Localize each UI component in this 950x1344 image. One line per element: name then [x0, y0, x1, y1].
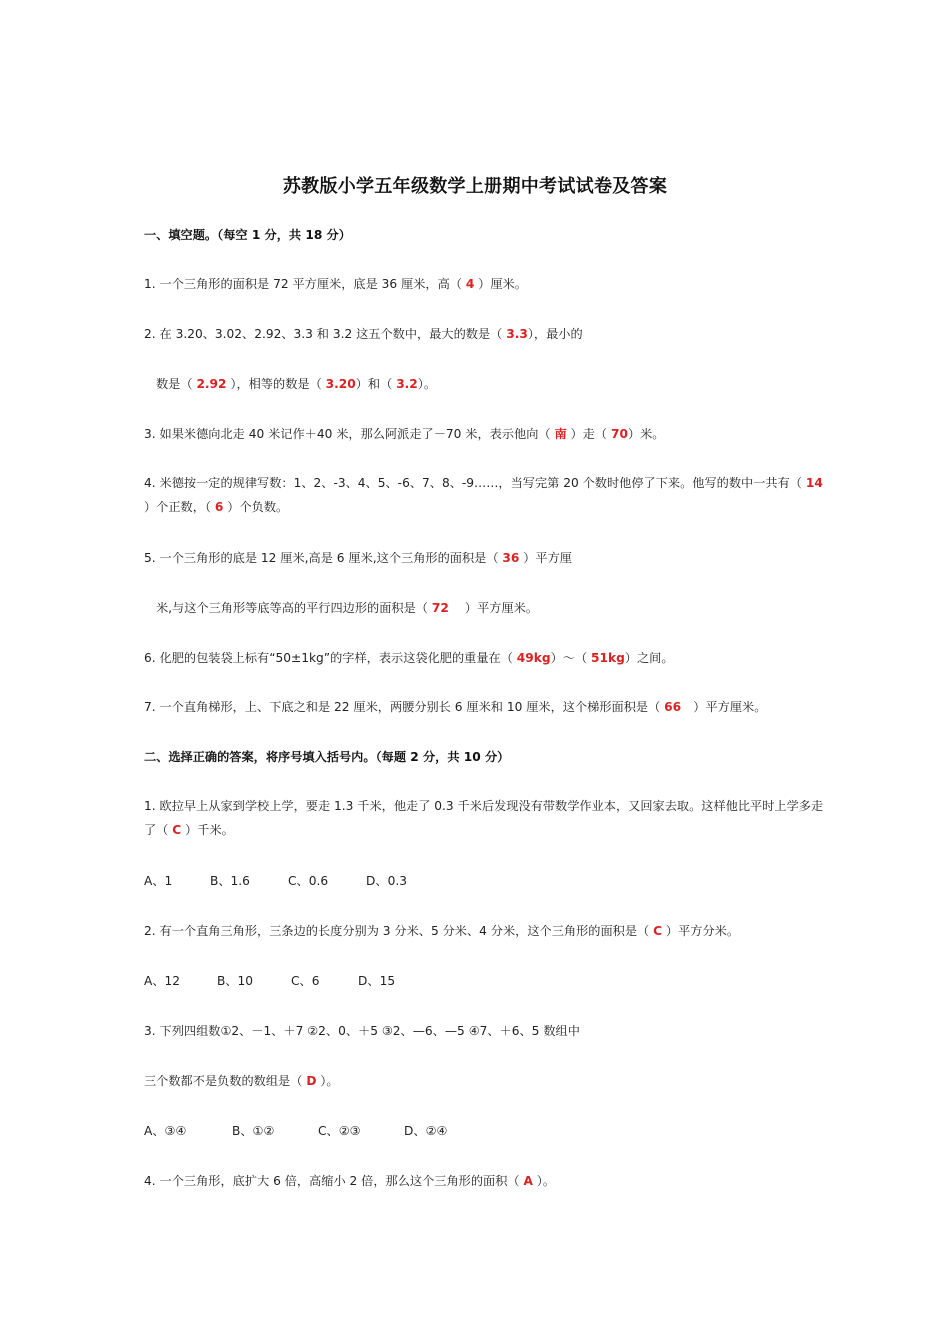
- question-text: 5. 一个三角形的底是 12 厘米,高是 6 厘米,这个三角形的面积是（: [144, 551, 503, 565]
- s2-question-2: [144, 923, 824, 939]
- s1-question-4: [144, 471, 824, 519]
- answer: C: [653, 924, 663, 938]
- question-text: ）个负数。: [223, 500, 289, 514]
- s1-question-1: [144, 276, 824, 292]
- answer: 72: [431, 601, 449, 615]
- s2-question-3-line1: 3. 下列四组数①2、－1、＋7 ②2、0、＋5 ③2、—6、—5 ④7、＋6、5 数组中: [144, 1024, 580, 1038]
- question-text: 3. 如果米德向北走 40 米记作＋40 米，那么阿派走了－70 米，表示他向（: [144, 427, 555, 441]
- question-text: ），相等的数是（: [226, 377, 326, 391]
- option-a: A、1: [144, 874, 173, 888]
- answer: 70: [610, 427, 628, 441]
- answer: 4: [465, 277, 475, 291]
- page-title: 苏教版小学五年级数学上册期中考试试卷及答案: [282, 176, 668, 197]
- answer: 3.3: [506, 327, 528, 341]
- question-text: ）平方分米。: [662, 924, 740, 938]
- question-text: 米,与这个三角形等底等高的平行四边形的面积是（: [156, 601, 432, 615]
- option-d: D、0.3: [366, 874, 407, 888]
- option-d: D、15: [358, 974, 396, 988]
- question-text: 4. 一个三角形，底扩大 6 倍，高缩小 2 倍，那么这个三角形的面积（: [144, 1174, 524, 1188]
- question-text: ），最小的: [527, 327, 583, 341]
- s2-q2-options: [144, 973, 824, 989]
- option-a: A、12: [144, 974, 181, 988]
- question-text: ）之间。: [624, 651, 674, 665]
- question-text: ）千米。: [181, 823, 234, 837]
- s2-question-1: [144, 794, 824, 842]
- answer: 6: [214, 500, 224, 514]
- answer: 3.2: [396, 377, 418, 391]
- answer: 36: [502, 551, 520, 565]
- option-c: C、②③: [318, 1124, 361, 1138]
- question-text: 2. 有一个直角三角形，三条边的长度分别为 3 分米、5 分米、4 分米，这个三角形的面积是（: [144, 924, 654, 938]
- s2-q3-options: [144, 1123, 824, 1139]
- answer: 51kg: [591, 651, 625, 665]
- s1-question-6: [144, 650, 824, 666]
- s1-question-2-line2: [156, 376, 836, 392]
- option-b: B、①②: [232, 1124, 275, 1138]
- s1-question-2-line1: [144, 326, 824, 342]
- s2-q1-options: [144, 873, 824, 889]
- answer: 14: [805, 476, 823, 490]
- answer: C: [172, 823, 182, 837]
- option-b: B、10: [217, 974, 254, 988]
- answer: 3.20: [325, 377, 356, 391]
- option-c: C、6: [291, 974, 320, 988]
- option-a: A、③④: [144, 1124, 187, 1138]
- question-text: 1. 一个三角形的面积是 72 平方厘米，底是 36 厘米，高（: [144, 277, 466, 291]
- answer: 2.92: [196, 377, 227, 391]
- answer: A: [523, 1174, 533, 1188]
- s1-question-7: [144, 699, 824, 715]
- s2-question-4: [144, 1173, 824, 1189]
- s1-question-5-line2: [156, 600, 836, 616]
- question-text: ）平方厘米。: [681, 700, 767, 714]
- section1-heading: 一、填空题。（每空 1 分，共 18 分）: [144, 228, 351, 242]
- question-text: ）平方厘: [519, 551, 572, 565]
- question-text: ）走（: [566, 427, 611, 441]
- question-text: ）和（: [355, 377, 397, 391]
- question-text: ）。: [316, 1074, 339, 1088]
- s2-question-3-line2: [144, 1073, 824, 1089]
- option-d: D、②④: [404, 1124, 448, 1138]
- answer: D: [306, 1074, 317, 1088]
- option-c: C、0.6: [288, 874, 329, 888]
- question-text: ）～（: [550, 651, 592, 665]
- question-text: 1. 欧拉早上从家到学校上学，要走 1.3 千米，他走了 0.3 千米后发现没有带数学作业本，又回家去取。这样他比平时上学多走了（: [144, 799, 824, 837]
- answer: 49kg: [516, 651, 551, 665]
- question-text: 6. 化肥的包装袋上标有“50±1kg”的字样，表示这袋化肥的重量在（: [144, 651, 517, 665]
- option-b: B、1.6: [210, 874, 250, 888]
- s1-question-5-line1: [144, 550, 824, 566]
- answer: 南: [554, 427, 567, 441]
- question-text: 三个数都不是负数的数组是（: [144, 1074, 307, 1088]
- question-text: 4. 米德按一定的规律写数：1、2、-3、4、5、-6、7、8、-9……，当写完第 20 个数时他停了下来。他写的数中一共有（: [144, 476, 806, 490]
- question-text: ）米。: [627, 427, 665, 441]
- question-text: ）。: [417, 377, 437, 391]
- section2-heading: 二、选择正确的答案，将序号填入括号内。（每题 2 分，共 10 分）: [144, 750, 510, 764]
- question-text: 数是（: [156, 377, 197, 391]
- question-text: ）个正数，（: [144, 500, 215, 514]
- answer: 66: [664, 700, 682, 714]
- question-text: ）平方厘米。: [448, 601, 539, 615]
- question-text: ）。: [532, 1174, 556, 1188]
- s1-question-3: [144, 426, 824, 442]
- question-text: 7. 一个直角梯形，上、下底之和是 22 厘米，两腰分别长 6 厘米和 10 厘米，这个梯形面积是（: [144, 700, 665, 714]
- question-text: ）厘米。: [474, 277, 527, 291]
- question-text: 2. 在 3.20、3.02、2.92、3.3 和 3.2 这五个数中，最大的数是（: [144, 327, 507, 341]
